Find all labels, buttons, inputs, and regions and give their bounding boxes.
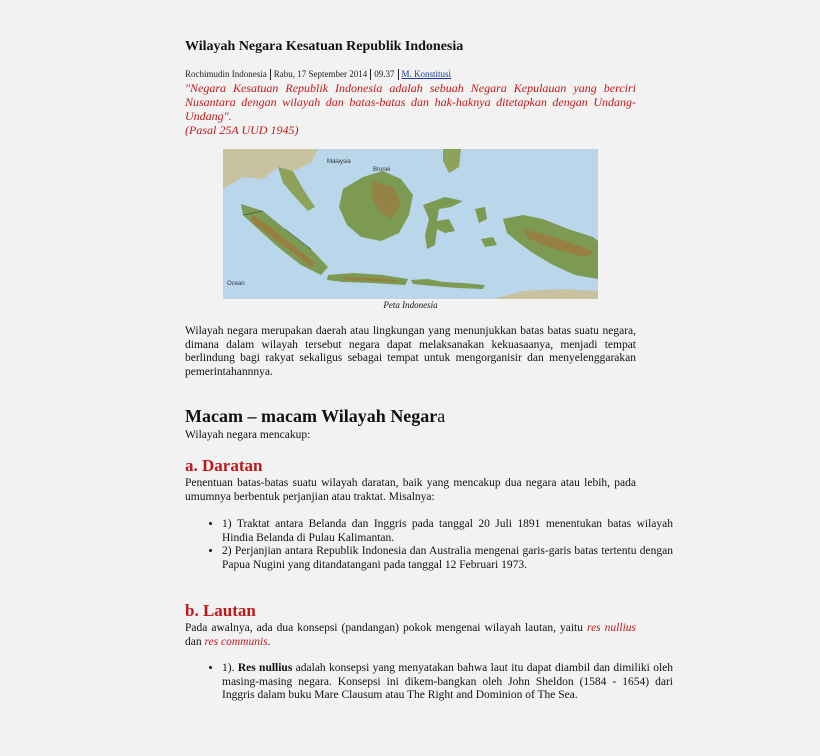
quote-text: "Negara Kesatuan Republik Indonesia adalah sebuah Negara Kepulauan yang berciri Nusantara dengan wilayah dan batas-batas dan hak-haknya ditetapkan dengan Undang-Undang". [185,81,636,124]
item-prefix: 1). [222,662,238,674]
article-meta [185,68,636,80]
lautan-paragraph-text: Pada awalnya, ada dua konsepsi (pandangan) pokok mengenai wilayah lautan, yaitu [185,622,588,634]
daratan-list [185,518,673,572]
article-content [185,38,673,701]
indonesia-map-image [223,149,598,299]
item-text: adalah konsepsi yang menyatakan bahwa laut itu dapat diambil dan dimiliki oleh masing-masing negara. Konsepsi ini dikem-bangkan oleh John Sheldon (1584 - 1654) dari Inggris dalam buku Mare Clausum atau The Right and Dominion of The Sea. [222,662,673,701]
section-heading-tail: a [437,406,446,426]
connector-text: dan [185,635,205,648]
section-heading [185,405,445,427]
post-date: Rabu, 17 September 2014 [273,69,368,79]
term-res-communis: res communis [204,635,268,648]
map-caption: Peta Indonesia [383,300,438,310]
meta-separator [370,69,371,80]
daratan-heading: a. Daratan [185,456,263,475]
lautan-paragraph [185,622,636,649]
map-illustration [223,149,598,299]
period-text: . [267,635,271,648]
list-item: • 1) Traktat antara Belanda dan Inggris pada tanggal 20 Juli 1891 menentukan batas wilayah Hindia Belanda di Pulau Kalimantan. [222,518,673,545]
daratan-paragraph: Penentuan batas-batas suatu wilayah daratan, baik yang mencakup dua negara atau lebih, pada umumnya berbentuk perjanjian atau traktat. Misalnya: [185,477,636,503]
map-label-ocean: Ocean [227,281,245,287]
lautan-heading: b. Lautan [185,601,256,620]
meta-separator [398,69,399,80]
map-label-malaysia: Malaysia [327,159,351,165]
article-title: Wilayah Negara Kesatuan Republik Indonesia [185,39,464,54]
term-res-nullius: res nullius [587,622,636,634]
lautan-list [185,662,673,703]
meta-separator [270,69,271,80]
post-time: 09.37 [374,69,395,79]
list-item: • 2) Perjanjian antara Republik Indonesia dan Australia mengenai garis-garis batas tertentu dengan Papua Nugini yang ditandatangani pada tanggal 12 Februari 1973. [222,545,673,572]
section-subtitle: Wilayah negara mencakup: [185,429,311,441]
quote-source: (Pasal 25A UUD 1945) [185,123,299,138]
author: Rochimudin Indonesia [185,69,267,79]
section-heading-text: Macam – macam Wilayah Negar [185,406,438,426]
map-label-brunei: Brunei [373,167,391,173]
category-link[interactable]: M. Konstitusi [401,69,452,79]
constitution-quote [185,81,636,137]
item-term: Res nullius [237,662,293,674]
intro-paragraph: Wilayah negara merupakan daerah atau lingkungan yang menunjukkan batas batas suatu negara, dimana dalam wilayah tersebut negara dapat melaksanakan kekuasaanya, menjadi tempat berlindung bagi rakyat sekaligus sebagai tempat untuk mengorganisir dan menyelenggarakan pemerintahannnya. [185,325,636,378]
list-item [222,662,673,703]
